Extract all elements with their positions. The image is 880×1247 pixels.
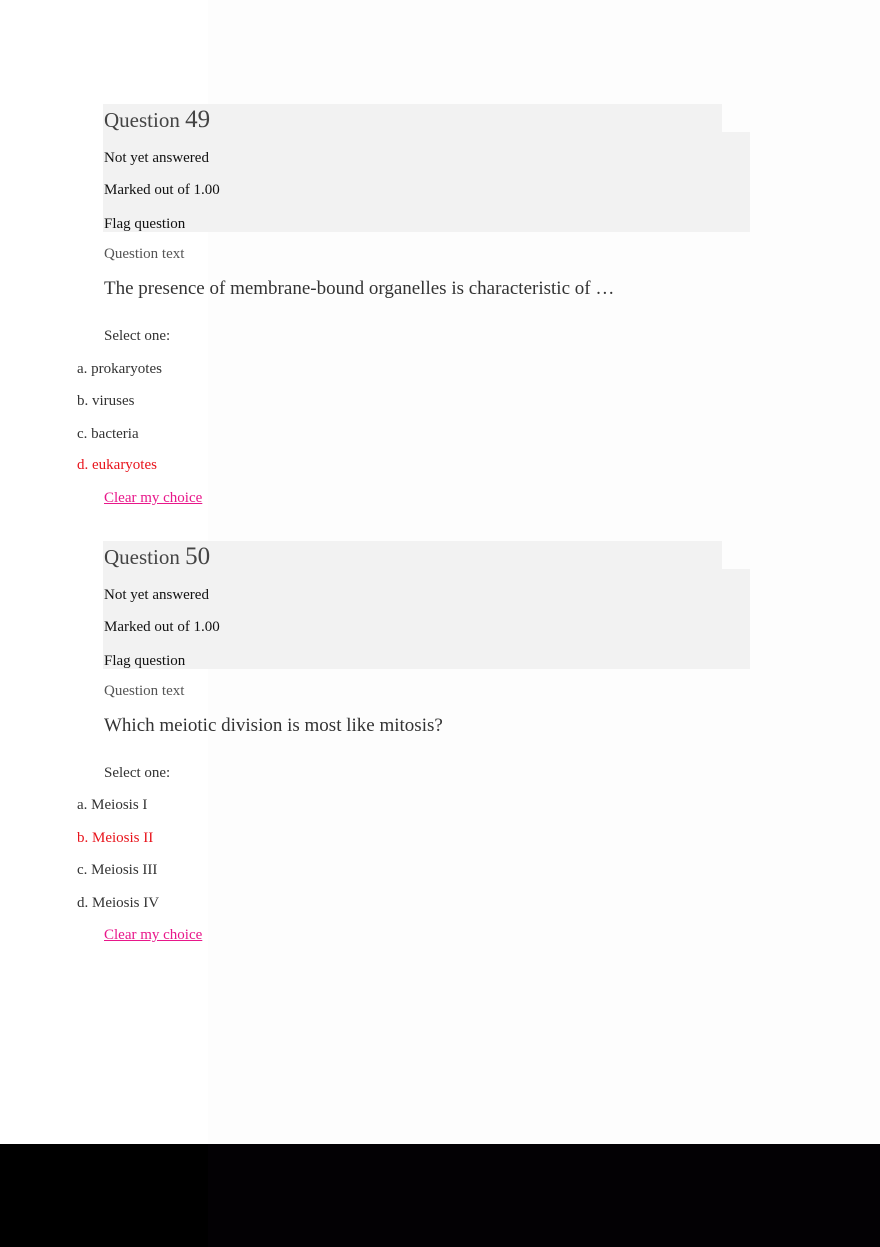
option-a[interactable]: a. prokaryotes	[77, 361, 162, 377]
select-one-label: Select one:	[104, 765, 171, 781]
flag-question-link[interactable]: Flag question	[104, 216, 186, 232]
question-text-label: Question text	[104, 683, 185, 699]
clear-choice-link[interactable]: Clear my choice	[104, 927, 203, 943]
question-number-value: 49	[185, 106, 211, 133]
question-label: Question	[104, 545, 180, 569]
clear-choice-link[interactable]: Clear my choice	[104, 490, 203, 506]
question-grade: Marked out of 1.00	[104, 619, 220, 635]
option-d-selected[interactable]: d. eukaryotes	[77, 457, 157, 473]
bottom-black-band	[0, 1144, 880, 1247]
question-state: Not yet answered	[104, 587, 209, 603]
question-text: The presence of membrane-bound organelles is characteristic of …	[104, 278, 615, 299]
question-state: Not yet answered	[104, 150, 209, 166]
question-label: Question	[104, 108, 180, 132]
question-grade: Marked out of 1.00	[104, 182, 220, 198]
flag-question-link[interactable]: Flag question	[104, 653, 186, 669]
select-one-label: Select one:	[104, 328, 171, 344]
question-number	[104, 106, 210, 134]
question-text-label: Question text	[104, 246, 185, 262]
question-number	[104, 543, 210, 571]
bottom-band-left	[0, 1144, 208, 1247]
option-c[interactable]: c. bacteria	[77, 426, 139, 442]
option-c[interactable]: c. Meiosis III	[77, 862, 158, 878]
option-d[interactable]: d. Meiosis IV	[77, 895, 160, 911]
question-text: Which meiotic division is most like mitosis?	[104, 715, 443, 736]
option-b-selected[interactable]: b. Meiosis II	[77, 830, 154, 846]
option-a[interactable]: a. Meiosis I	[77, 797, 148, 813]
question-number-value: 50	[185, 543, 211, 570]
option-b[interactable]: b. viruses	[77, 393, 135, 409]
